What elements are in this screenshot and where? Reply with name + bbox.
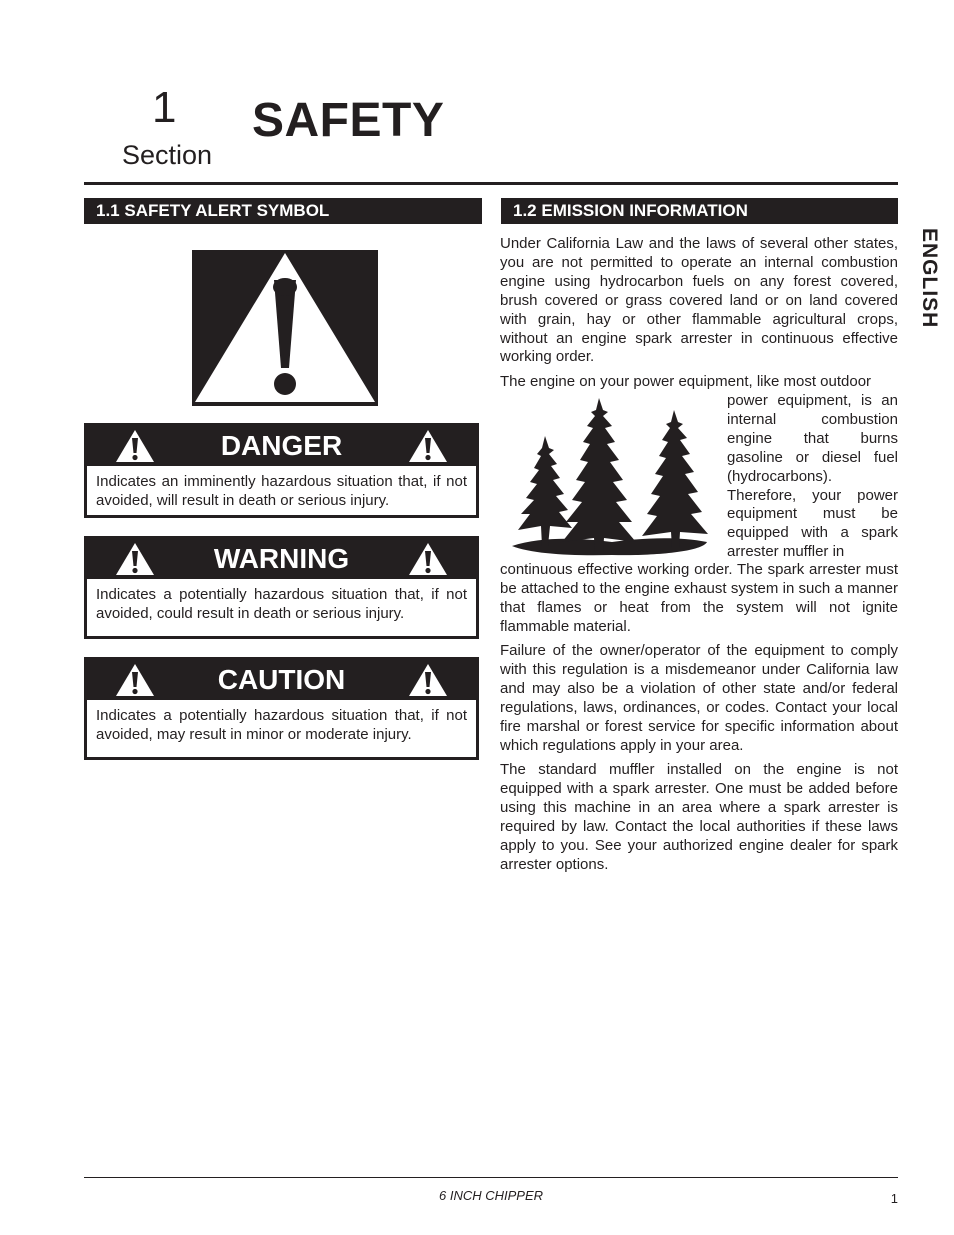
- warning-description: Indicates a potentially hazardous situation that, if not avoided, could result in death or serious injury.: [96, 586, 467, 622]
- safety-alert-icon: [192, 250, 378, 406]
- caution-header: [87, 660, 476, 700]
- safety-alert-heading: 1.1 SAFETY ALERT SYMBOL: [84, 198, 482, 224]
- section-number: 1: [152, 83, 177, 132]
- emission-paragraph-2-end: continuous effective working order. The spark arrester must be attached to the engine exhaust system in such a manner that flames or heat from the system will not ignite flammable material.: [500, 561, 898, 635]
- emission-paragraph-2-start: The engine on your power equipment, like most outdoor: [500, 373, 872, 390]
- warning-triangle-icon: [408, 663, 448, 697]
- warning-box: [84, 536, 479, 639]
- warning-triangle-icon: [408, 429, 448, 463]
- caution-box: [84, 657, 479, 760]
- page-title: SAFETY: [252, 94, 445, 147]
- emission-paragraph-2-wrap: power equipment, is an internal combustion engine that burns gasoline or diesel fuel (hydrocarbons). Therefore, your power equipment must be equipped with a spark arrester muffler in: [727, 392, 898, 561]
- pine-trees-icon: [502, 396, 718, 558]
- caution-signal-word: CAUTION: [217, 664, 346, 695]
- emission-paragraph-1: Under California Law and the laws of several other states, you are not permitted to operate an internal combustion engine using hydrocarbon fuels on any forest covered, brush covered or grass covered land or on land covered with grain, hay or other flammable agricultural crops, without an engine spark arrester in continuous effective working order.: [500, 235, 898, 366]
- warning-triangle-icon: [408, 542, 448, 576]
- danger-header: [87, 426, 476, 466]
- warning-triangle-icon: [115, 542, 155, 576]
- caution-description: Indicates a potentially hazardous situation that, if not avoided, may result in minor or moderate injury.: [96, 707, 467, 743]
- danger-box: [84, 423, 479, 518]
- warning-header: [87, 539, 476, 579]
- warning-triangle-icon: [115, 429, 155, 463]
- danger-signal-word: DANGER: [220, 430, 343, 461]
- language-tab: [908, 228, 948, 338]
- language-tab-label: ENGLISH: [918, 228, 941, 329]
- footer-divider: [84, 1177, 898, 1178]
- emission-info-heading: 1.2 EMISSION INFORMATION: [501, 198, 898, 224]
- header-divider: [84, 182, 898, 185]
- warning-signal-word: WARNING: [213, 543, 350, 574]
- footer-title: 6 INCH CHIPPER: [438, 1188, 544, 1203]
- page-number: 1: [890, 1191, 898, 1206]
- danger-description: Indicates an imminently hazardous situation that, if not avoided, will result in death or serious injury.: [96, 473, 467, 509]
- emission-paragraph-4: The standard muffler installed on the engine is not equipped with a spark arrester. One must be added before using this machine in an area where a spark arrester is required by law. Contact the local authorities if these laws apply to you. See your authorized engine dealer for spark arrester options.: [500, 761, 898, 873]
- section-label: Section: [122, 140, 213, 170]
- warning-triangle-icon: [115, 663, 155, 697]
- emission-paragraph-3: Failure of the owner/operator of the equipment to comply with this regulation is a misdemeanor under California law and may also be a violation of other state and/or federal regulations, laws, ordinances, or codes. Contact your local fire marshal or forest service for specific information about which regulations apply in your area.: [500, 642, 898, 754]
